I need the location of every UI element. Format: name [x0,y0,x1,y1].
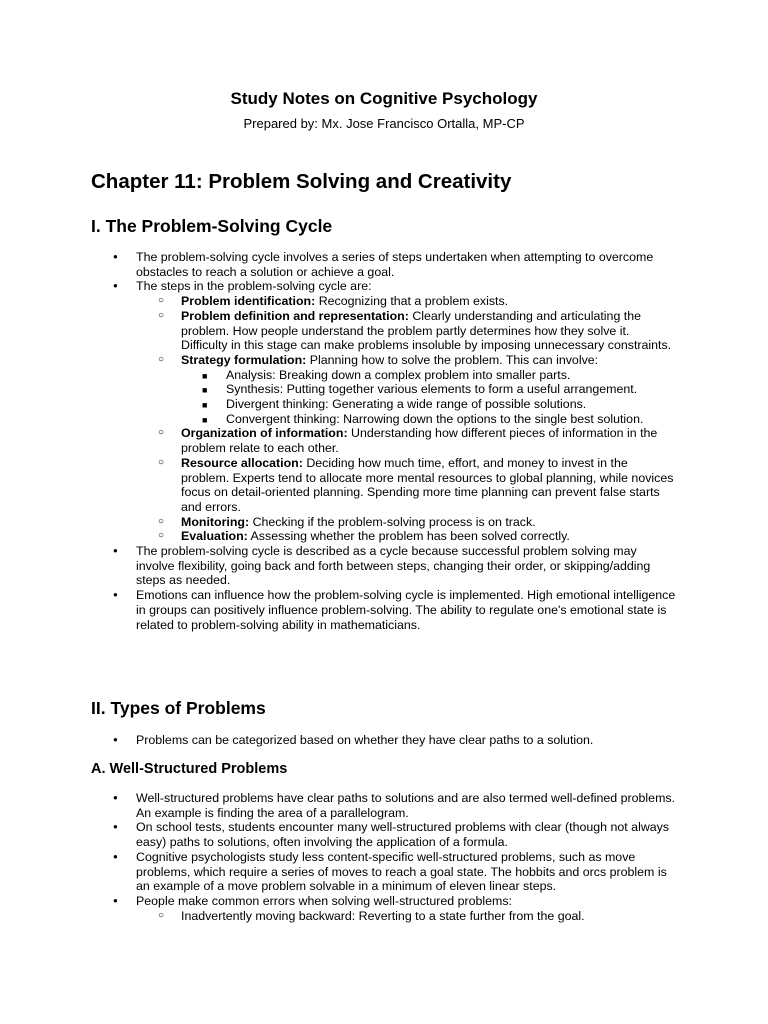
section-heading-types-of-problems: II. Types of Problems [91,698,266,718]
step-item [181,294,678,309]
list-item-text: Problems can be categorized based on whether they have clear paths to a solution. [136,733,594,747]
step-text: Checking if the problem-solving process is on track. [249,514,536,529]
step-text: Assessing whether the problem has been solved correctly. [247,529,570,544]
step-item [181,515,678,530]
step-label: Strategy formulation: [181,352,307,367]
list-item [0,820,768,849]
step-label: Monitoring: [181,514,250,529]
sub-step-item: ■ Convergent thinking: Narrowing down the options to the single best solution. [226,412,678,427]
step-label: Organization of information: [181,426,348,441]
list-item-text: The problem-solving cycle involves a series of steps undertaken when attempting to overcome obstacles to reach a solution or achieve a goal. [136,250,654,279]
list-item-text: Cognitive psychologists study less content-specific well-structured problems, such as move problems, which require a series of moves to reach a goal state. The hobbits and orcs problem is an example of a move problem solvable in a minimum of eleven linear steps. [136,849,667,894]
sub-step-item: ■ Analysis: Breaking down a complex problem into smaller parts. [226,368,678,383]
list-item-text: Well-structured problems have clear paths to solutions and are also termed well-defined problems. An example is finding the area of a parallelogram. [136,791,676,820]
section-heading-problem-solving-cycle: I. The Problem-Solving Cycle [91,216,333,236]
sub-step-item: ■ Divergent thinking: Generating a wide range of possible solutions. [226,397,678,412]
step-label: Problem definition and representation: [181,308,409,323]
step-label: Evaluation: [181,529,248,544]
sub-step-item: ■ Synthesis: Putting together various elements to form a useful arrangement. [226,382,678,397]
step-label: Resource allocation: [181,455,303,470]
step-item [181,456,678,515]
list-item [0,544,768,588]
list-item-text: Emotions can influence how the problem-solving cycle is implemented. High emotional intelligence in groups can positively influence problem-solving. The ability to regulate one's emotional state is related to problem-solving ability in mathematicians. [136,588,676,632]
document-author: Prepared by: Mx. Jose Francisco Ortalla, MP-CP [243,116,525,131]
list-item [0,733,768,748]
list-item [0,791,768,820]
subsection-heading-well-structured: A. Well-Structured Problems [91,761,288,777]
section-2-list [0,733,768,748]
step-item [181,529,678,544]
list-item [0,894,768,923]
step-item [181,309,678,353]
section-1-list [0,250,768,632]
list-item-text: The problem-solving cycle is described as a cycle because successful problem solving may involve flexibility, going back and forth between steps, changing their order, or skipping/adding steps as needed. [136,544,651,588]
step-text: Clearly understanding and articulating the problem. How people understand the problem partly determines how they solve it. Difficulty in this stage can make problems insoluble by imposing unnecessary constraints. [181,308,672,353]
list-item [0,250,768,279]
subsection-a-list [0,791,768,923]
list-item [0,588,768,632]
list-item-text: On school tests, students encounter many well-structured problems with clear (though not always easy) paths to solutions, often involving the application of a formula. [136,820,670,850]
step-item [181,353,678,427]
step-text: Planning how to solve the problem. This can involve: [306,352,599,367]
step-text: Understanding how different pieces of information in the problem relate to each other. [181,426,658,456]
step-text: Recognizing that a problem exists. [315,294,509,309]
list-item [0,850,768,894]
chapter-heading: Chapter 11: Problem Solving and Creativity [91,170,512,193]
list-item-text: People make common errors when solving well-structured problems: [136,893,513,908]
step-text: Deciding how much time, effort, and money to invest in the problem. Experts tend to allocate more mental resources to global planning, while novices focus on detail-oriented planning. Spending more time planning can prevent false starts and errors. [181,455,674,514]
list-item-text: The steps in the problem-solving cycle are: [136,279,372,294]
step-label: Problem identification: [181,294,316,309]
step-item [181,426,678,455]
document-title: Study Notes on Cognitive Psychology [230,89,538,108]
list-item [0,279,768,544]
step-item: ○ Inadvertently moving backward: Reverting to a state further from the goal. [181,909,678,924]
